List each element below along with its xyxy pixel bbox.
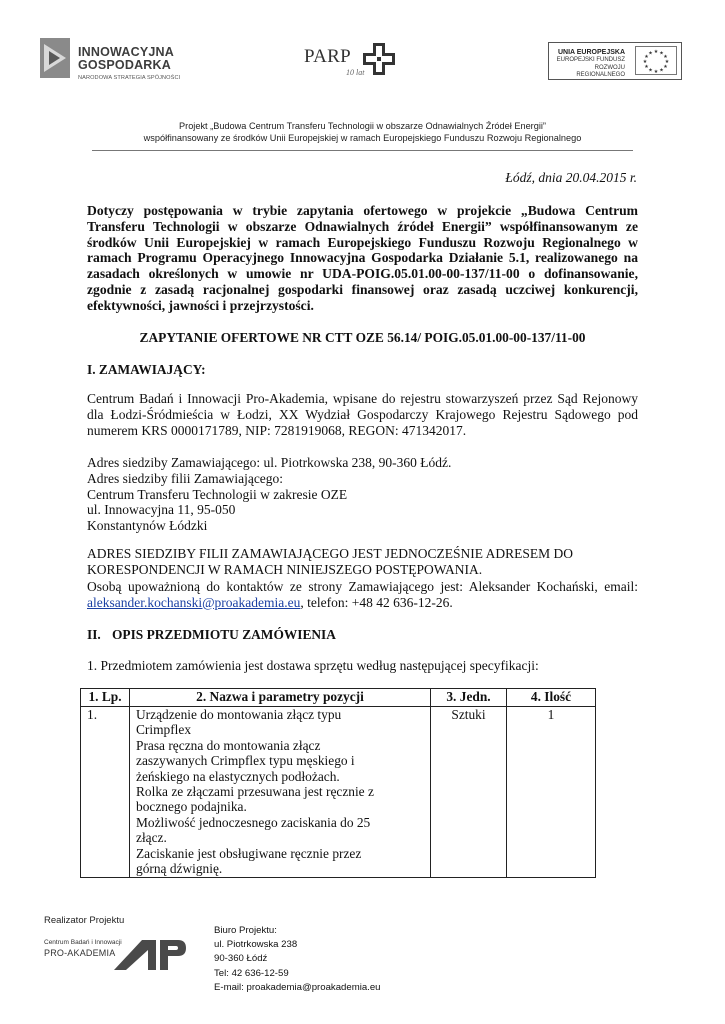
office-line: ul. Piotrkowska 238 — [214, 939, 298, 951]
section-2-title: OPIS PRZEDMIOTU ZAMÓWIENIA — [112, 627, 336, 642]
office-line: E-mail: proakademia@proakademia.eu — [214, 981, 381, 993]
eu-fund-logo — [548, 42, 682, 80]
svg-text:★: ★ — [642, 59, 648, 65]
document-date: Łódź, dnia 20.04.2015 r. — [505, 170, 637, 185]
svg-text:★: ★ — [653, 49, 659, 55]
cell-description — [130, 707, 431, 878]
office-line: Biuro Projektu: — [214, 925, 277, 936]
footer-realizator-label: Realizator Projektu — [44, 915, 125, 926]
address-block — [87, 455, 451, 534]
svg-text:★: ★ — [648, 67, 653, 74]
section-2-intro: 1. Przedmiotem zamówienia jest dostawa sprzętu według następującej specyfikacji: — [87, 658, 539, 673]
address-line: Konstantynów Łódzki — [87, 518, 208, 534]
eu-logo-line2: EUROPEJSKI FUNDUSZ — [556, 57, 625, 63]
section-1-heading: I. ZAMAWIAJĄCY: — [87, 362, 206, 377]
address-line: ul. Innowacyjna 11, 95-050 — [87, 502, 236, 518]
contact-email-link[interactable]: aleksander.kochanski@proakademia.eu — [87, 594, 301, 610]
description-line: Zaciskanie jest obsługiwane ręcznie przez — [136, 845, 362, 861]
description-line: bocznego podajnika. — [136, 799, 247, 815]
description-line: Rolka ze złączami przesuwana jest ręcznie z — [136, 784, 374, 800]
pro-akademia-ap-logo-icon — [112, 936, 188, 972]
ig-logo-line2: GOSPODARKA — [78, 58, 171, 72]
footer-pro-akademia-text: PRO-AKADEMIA — [44, 948, 116, 958]
description-line: Urządzenie do montowania złącz typu — [136, 707, 342, 722]
contact-prefix: Osobą upoważnioną do kontaktów ze strony Zamawiającego jest: Aleksander Kochański, email: — [87, 579, 638, 594]
cell-qty: 1 — [507, 707, 596, 878]
svg-text:★: ★ — [648, 50, 653, 57]
section-2-number: II. — [87, 627, 101, 642]
svg-text:★: ★ — [663, 54, 668, 60]
svg-text:★: ★ — [644, 54, 649, 60]
svg-text:★: ★ — [659, 50, 664, 57]
description-line: górną dźwignię. — [136, 861, 223, 877]
innowacyjna-gospodarka-logo — [40, 38, 210, 84]
footer-project-office — [214, 924, 381, 995]
footer-cbi-text: Centrum Badań i Innowacji — [44, 939, 122, 946]
ig-logo-line3: NARODOWA STRATEGIA SPÓJNOŚCI — [78, 75, 181, 81]
description-line: Prasa ręczna do montowania złącz — [136, 737, 321, 753]
address-line: Centrum Transferu Technologii w zakresie OZE — [87, 486, 348, 502]
cell-lp: 1. — [81, 707, 130, 878]
eu-logo-line3: ROZWOJU REGIONALNEGO — [576, 64, 625, 78]
svg-text:★: ★ — [653, 69, 659, 75]
contact-suffix: , telefon: +48 42 636-12-26. — [300, 594, 453, 610]
parp-cross-icon — [362, 42, 396, 76]
project-header — [60, 121, 665, 144]
parp-logo-text: PARP — [304, 46, 351, 67]
office-line: 90-360 Łódź — [214, 953, 268, 965]
description-line: złącz. — [136, 830, 167, 846]
svg-text:★: ★ — [659, 67, 664, 74]
description-line: Możliwość jednoczesnego zaciskania do 25 — [136, 814, 371, 830]
specification-table — [80, 688, 596, 878]
document-title: ZAPYTANIE OFERTOWE NR CTT OZE 56.14/ POIG.05.01.00-00-137/11-00 — [139, 330, 586, 345]
ig-logo-line1: INNOWACYJNA — [78, 45, 174, 59]
description-line: Crimpflex — [136, 722, 192, 738]
address-line: Adres siedziby filii Zamawiającego: — [87, 470, 284, 486]
header-divider — [92, 150, 633, 151]
table-header-row — [81, 689, 596, 707]
eu-flag-icon — [635, 46, 677, 75]
parp-logo — [302, 40, 402, 84]
col-header-lp: 1. Lp. — [81, 689, 130, 707]
contact-paragraph — [87, 579, 638, 611]
svg-text:★: ★ — [644, 64, 649, 70]
col-header-unit: 3. Jedn. — [431, 689, 507, 707]
col-header-qty: 4. Ilość — [507, 689, 596, 707]
project-line-1: Projekt „Budowa Centrum Transferu Technologii w obszarze Odnawialnych Źródeł Energii” — [179, 121, 546, 131]
section-2-heading — [87, 627, 336, 643]
subject-paragraph: Dotyczy postępowania w trybie zapytania ofertowego w projekcie „Budowa Centrum Transferu Technologii w obszarze Odnawialnych źródeł Energii” współfinansowanym ze środków Unii Europejskiej w ramach Europejskiego Funduszu Rozwoju Regionalnego w ramach Programu Operacyjnego Innowacyjna Gospodarka Działanie 5.1, realizowanego na zasadach określonych w umowie nr UDA-POIG.05.01.00-00-137/11-00 o dofinansowanie, zgodnie z zasadą racjonalnej gospodarki finansowej oraz zasadą uczciwej konkurencji, efektywności, jawności i przejrzystości. — [87, 203, 638, 313]
description-line: zaszywanych Crimpflex typu męskiego i — [136, 753, 355, 769]
office-line: Tel: 42 636-12-59 — [214, 967, 289, 979]
svg-text:★: ★ — [663, 64, 668, 70]
description-line: żeńskiego na elastycznych podłożach. — [136, 768, 340, 784]
project-line-2: współfinansowany ze środków Unii Europejskiej w ramach Europejskiego Funduszu Rozwoju Regionalnego — [143, 132, 582, 143]
section-1-paragraph: Centrum Badań i Innowacji Pro-Akademia, wpisane do rejestru stowarzyszeń przez Sąd Rejonowy dla Łodzi-Śródmieścia w Łodzi, XX Wydział Gospodarczy Krajowego Rejestru Sądowego pod numerem KRS 0000171789, NIP: 7281919068, REGON: 471342017. — [87, 391, 638, 438]
svg-text:★: ★ — [664, 59, 670, 65]
correspondence-notice: ADRES SIEDZIBY FILII ZAMAWIAJĄCEGO JEST JEDNOCZEŚNIE ADRESEM DO KORESPONDENCJI W RAMACH NINIEJSZEGO POSTĘPOWANIA. — [87, 546, 574, 577]
eu-logo-line1: UNIA EUROPEJSKA — [557, 49, 625, 56]
ig-emblem-icon — [40, 38, 70, 78]
address-line: Adres siedziby Zamawiającego: ul. Piotrkowska 238, 90-360 Łódź. — [87, 455, 452, 470]
col-header-name: 2. Nazwa i parametry pozycji — [130, 689, 431, 707]
parp-logo-subtitle: 10 lat — [346, 68, 365, 77]
cell-unit: Sztuki — [431, 707, 507, 878]
table-row — [81, 707, 596, 878]
